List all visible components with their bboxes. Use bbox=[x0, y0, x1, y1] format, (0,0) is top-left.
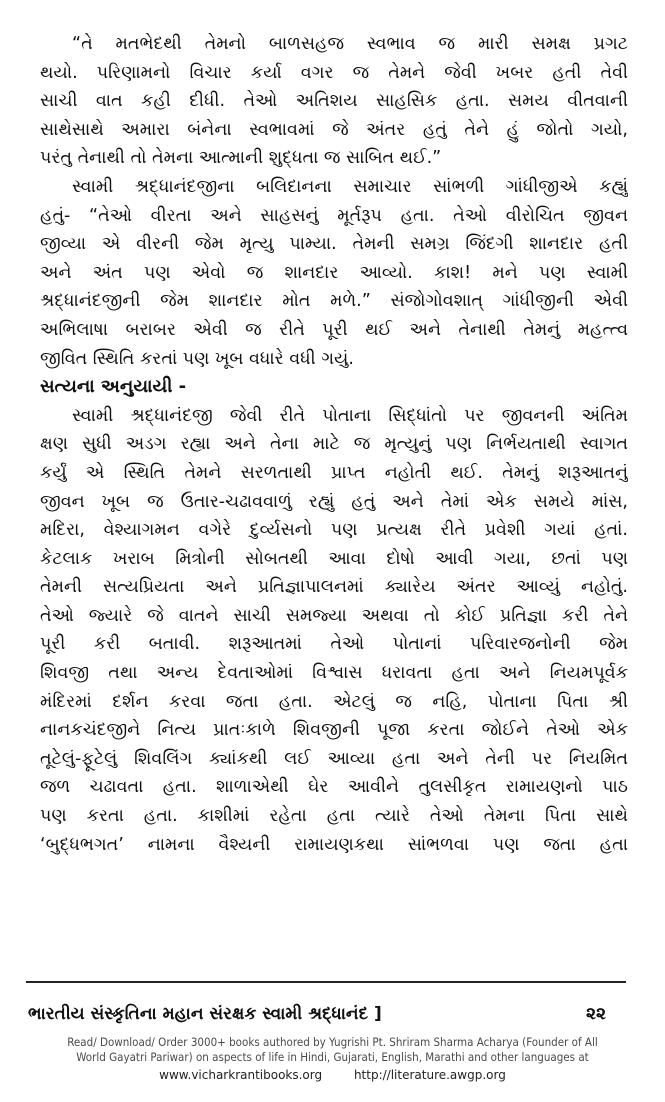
text-line: તેઓ જ્યારે જે વાતને સાચી સમજ્યા અથવા તો કોઈ પ્રતિજ્ઞા કરી તેને bbox=[40, 605, 628, 626]
text-line: થયો. પરિણામનો વિચાર કર્યા વગર જ તેમને જેવી ખબર હતી તેવી bbox=[40, 62, 628, 83]
text-line: સાચી વાત કહી દીધી. તેઓ અતિશય સાહસિક હતા. સમય વીતવાની bbox=[40, 91, 628, 112]
credits-links bbox=[0, 1068, 665, 1082]
text-line: જીવન ખૂબ જ ઉતાર-ચઢાવવાળું રહ્યું હતું અને તેમાં એક સમયે માંસ, bbox=[40, 491, 628, 512]
page-footer bbox=[28, 1004, 626, 1024]
text-line: તૂટેલું-ફૂટેલું શિવલિંગ ક્યાંકથી લઈ આવ્યા હતા અને તેની પર નિયમિત bbox=[40, 748, 628, 769]
text-line: શ્રદ્ધાનંદજીની જેમ શાનદાર મોત મળે.” સંજોગોવશાત્ ગાંધીજીની એવી bbox=[40, 291, 628, 312]
credits-line: Read/ Download/ Order 3000+ books authored by Yugrishi Pt. Shriram Sharma Acharya (Founder of All bbox=[67, 1035, 598, 1049]
credits-line: World Gayatri Pariwar) on aspects of life in Hindi, Gujarati, English, Marathi and other languages at bbox=[76, 1049, 589, 1064]
paragraph-quote bbox=[40, 30, 628, 173]
text-line: જીવિત સ્થિતિ કરતાં પણ ખૂબ વધારે વધી ગયું. bbox=[40, 348, 354, 369]
paragraph-truth bbox=[40, 402, 628, 860]
text-line: કેટલાક ખરાબ મિત્રોની સોબતથી આવા દોષો આવી ગયા, છતાં પણ bbox=[40, 548, 628, 569]
text-line: કર્યું એ સ્થિતિ તેમને સરળતાથી પ્રાપ્ત નહોતી થઈ. તેમનું શરૂઆતનું bbox=[40, 462, 628, 483]
text-line: અભિલાષા બરાબર એવી જ રીતે પૂરી થઈ અને તેનાથી તેમનું મહત્ત્વ bbox=[40, 319, 628, 340]
text-line: શિવજી તથા અન્ય દેવતાઓમાં વિશ્વાસ ધરાવતા હતા અને નિયમપૂર્વક bbox=[40, 663, 628, 684]
text-line: જળ ચઢાવતા હતા. શાળાએથી ઘેર આવીને તુલસીકૃત રામાયણનો પાઠ bbox=[40, 777, 628, 798]
text-line: “તે મતભેદથી તેમનો બાળસહજ સ્વભાવ જ મારી સમક્ષ પ્રગટ bbox=[72, 34, 628, 54]
publisher-credits bbox=[0, 1035, 665, 1064]
text-line: પૂરી કરી બતાવી. શરૂઆતમાં તેઓ પોતાનાં પરિવારજનોની જેમ bbox=[40, 634, 628, 655]
link-vicharkranti[interactable]: www.vicharkrantibooks.org bbox=[159, 1068, 323, 1082]
text-line: નાનકચંદજીને નિત્ય પ્રાતઃકાળે શિવજીની પૂજા કરતા જોઈને તેઓ એક bbox=[40, 720, 628, 741]
text-line: તેમની સત્યપ્રિયતા અને પ્રતિજ્ઞાપાલનમાં ક્યારેય અંતર આવ્યું નહોતું. bbox=[40, 577, 628, 598]
text-line: સ્વામી શ્રદ્ધાનંદજીના બલિદાનના સમાચાર સાંભળી ગાંધીજીએ કહ્યું bbox=[72, 176, 628, 197]
text-line: ક્ષણ સુધી અડગ રહ્યા અને તેના માટે જ મૃત્યુનું પણ નિર્ભયતાથી સ્વાગત bbox=[40, 434, 628, 455]
text-line: અને અંત પણ એવો જ શાનદાર આવ્યો. કાશ! મને પણ સ્વામી bbox=[40, 262, 628, 283]
book-title: ભારતીય સંસ્કૃતિના મહાન સંરક્ષક સ્વામી શ્રદ્ધાનંદ ] bbox=[28, 1004, 382, 1024]
text-line: હતું- “તેઓ વીરતા અને સાહસનું મૂર્તરૂપ હતા. તેઓ વીરોચિત જીવન bbox=[40, 205, 628, 226]
text-line: મંદિરમાં દર્શન કરવા જતા હતા. એટલું જ નહિ, પોતાના પિતા શ્રી bbox=[40, 691, 628, 712]
text-line: સ્વામી શ્રદ્ધાનંદજી જેવી રીતે પોતાના સિદ્ધાંતો પર જીવનની અંતિમ bbox=[72, 405, 628, 426]
text-line: પરંતુ તેનાથી તો તેમના આત્માની શુદ્ધતા જ સાબિત થઈ.” bbox=[40, 148, 442, 169]
text-line: જીવ્યા એ વીરની જેમ મૃત્યુ પામ્યા. તેમની સમગ્ર જિંદગી શાનદાર હતી bbox=[40, 234, 628, 255]
page-number: ૨૨ bbox=[586, 1004, 606, 1024]
footer-divider bbox=[26, 981, 626, 983]
paragraph-gandhi bbox=[40, 173, 628, 373]
text-line: મદિરા, વેશ્યાગમન વગેરે દુર્વ્યસનો પણ પ્રત્યક્ષ રીતે પ્રવેશી ગયાં હતાં. bbox=[40, 520, 628, 541]
section-heading: સત્યના અનુયાયી - bbox=[40, 376, 187, 398]
page-body bbox=[40, 30, 628, 859]
text-line: સાથેસાથે અમારા બંનેના સ્વભાવમાં જે અંતર હતું તેને હું જોતો ગયો, bbox=[40, 119, 628, 140]
link-literature[interactable]: http://literature.awgp.org bbox=[353, 1068, 506, 1082]
text-line: ‘બુદ્ધભગત’ નામના વૈશ્યની રામાયણકથા સાંભળવા પણ જતા હતા bbox=[40, 834, 628, 855]
text-line: પણ કરતા હતા. કાશીમાં રહેતા હતા ત્યારે તેઓ તેમના પિતા સાથે bbox=[40, 806, 628, 827]
